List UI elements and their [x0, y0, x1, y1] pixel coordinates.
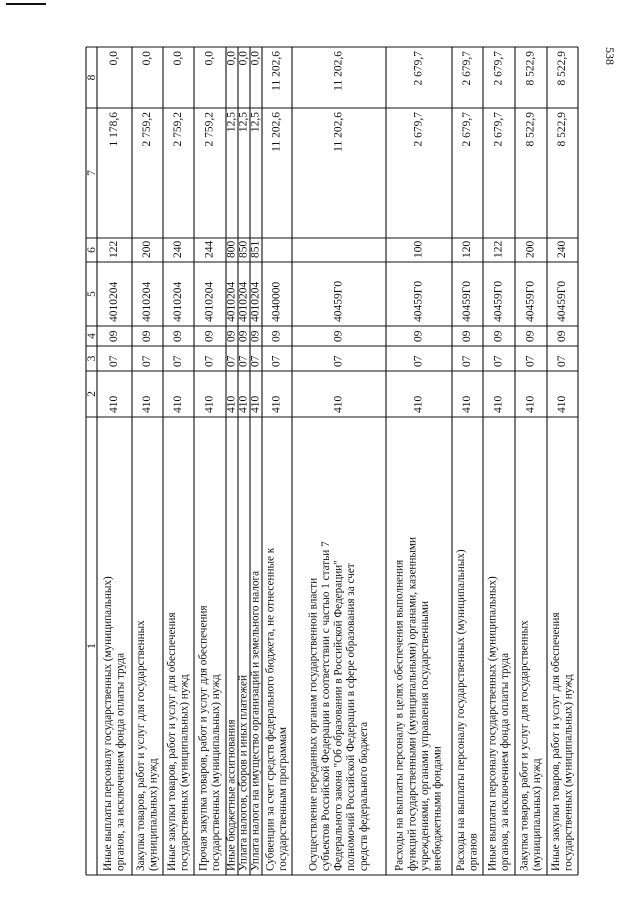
code-cell: 410	[270, 395, 283, 413]
code-cell: 09	[249, 330, 262, 342]
amount-cell: 2 759,2	[172, 112, 185, 147]
column-header: 6	[86, 247, 99, 253]
row-label: Расходы на выплаты персоналу в целях обеспечения выполнения	[393, 559, 406, 871]
code-cell: 410	[249, 395, 262, 413]
amount-cell: 2 759,2	[141, 112, 154, 147]
code-cell: 40459Г0	[556, 280, 569, 322]
row-label: органов	[467, 833, 480, 871]
code-cell: 40459Г0	[524, 280, 537, 322]
code-cell: 07	[141, 355, 154, 367]
code-cell: 410	[141, 395, 154, 413]
row-label: Иные выплаты персоналу государственных (муниципальных)	[486, 576, 499, 871]
row-label: функций государственными (муниципальными) органами, казенными	[406, 537, 419, 871]
code-cell: 09	[524, 330, 537, 342]
amount-cell: 0,0	[225, 51, 238, 66]
row-label: Осуществление переданных органам государственной власти	[307, 577, 320, 871]
code-cell: 244	[203, 240, 216, 258]
code-cell: 4010204	[141, 281, 154, 322]
code-cell: 07	[332, 355, 345, 367]
row-label: Иные выплаты персоналу государственных (муниципальных)	[101, 576, 114, 871]
code-cell: 240	[172, 240, 185, 258]
code-cell: 09	[461, 330, 474, 342]
row-label: государственных (муниципальных) нужд	[178, 674, 191, 871]
code-cell: 410	[203, 395, 216, 413]
code-cell: 09	[225, 330, 238, 342]
code-cell: 4040000	[270, 281, 283, 322]
code-cell: 410	[332, 395, 345, 413]
column-header: 5	[86, 291, 99, 297]
column-header: 3	[86, 355, 99, 362]
column-header: 1	[86, 643, 99, 649]
code-cell: 09	[141, 330, 154, 342]
column-header: 8	[86, 74, 99, 81]
amount-cell: 11 202,6	[332, 112, 345, 152]
code-cell: 4010204	[225, 281, 238, 322]
row-label: государственным программам	[276, 727, 289, 871]
column-header: 2	[86, 391, 99, 397]
row-label: Расходы на выплаты персоналу государственных (муниципальных)	[454, 549, 467, 871]
code-cell: 4010204	[203, 281, 216, 322]
amount-cell: 11 202,6	[270, 112, 283, 152]
code-cell: 800	[225, 240, 238, 258]
amount-cell: 0,0	[108, 51, 121, 66]
row-label: субъектов Российской Федерации в соответствии с частью 1 статьи 7	[319, 541, 332, 871]
row-label: Уплата налога на имущество организаций и земельного налога	[249, 570, 262, 871]
row-label: органов, за исключением фонда оплаты труда	[114, 652, 127, 871]
amount-cell: 2 679,7	[492, 112, 505, 147]
code-cell: 09	[492, 330, 505, 342]
amount-cell: 12,5	[225, 112, 238, 133]
row-label: полномочий Российской Федерации в сфере образования за счет	[345, 563, 358, 871]
code-cell: 122	[108, 240, 121, 258]
code-cell: 07	[249, 355, 262, 367]
row-label: Иные закупки товаров, работ и услуг для обеспечения	[549, 612, 562, 871]
code-cell: 4010204	[249, 281, 262, 322]
amount-cell: 2 679,7	[412, 112, 425, 147]
row-label: государственных (муниципальных) нужд	[209, 674, 222, 871]
column-header: 7	[86, 170, 99, 176]
amount-cell: 8 522,9	[524, 112, 537, 147]
amount-cell: 12,5	[237, 112, 250, 133]
code-cell: 4010204	[108, 281, 121, 322]
code-cell: 410	[412, 395, 425, 413]
code-cell: 07	[108, 355, 121, 367]
code-cell: 40459Г0	[461, 280, 474, 322]
code-cell: 09	[412, 330, 425, 342]
code-cell: 40459Г0	[332, 280, 345, 322]
amount-cell: 11 202,6	[270, 51, 283, 91]
amount-cell: 0,0	[237, 51, 250, 66]
code-cell: 122	[492, 240, 505, 258]
code-cell: 410	[108, 395, 121, 413]
amount-cell: 2 679,7	[492, 51, 505, 86]
row-label: Субвенции за счет средств федерального бюджета, не отнесенные к	[264, 547, 277, 871]
code-cell: 410	[556, 395, 569, 413]
amount-cell: 8 522,9	[556, 51, 569, 86]
code-cell: 07	[412, 355, 425, 367]
code-cell: 07	[203, 355, 216, 367]
page-number: 538	[603, 47, 617, 65]
code-cell: 40459Г0	[492, 280, 505, 322]
code-cell: 410	[237, 395, 250, 413]
row-label: учреждениями, органами управления государственными	[418, 601, 431, 871]
code-cell: 07	[524, 355, 537, 367]
row-label: Прочая закупка товаров, работ и услуг для обеспечения	[197, 605, 210, 871]
code-cell: 100	[412, 240, 425, 258]
column-header: 4	[86, 333, 99, 339]
code-cell: 40459Г0	[412, 280, 425, 322]
amount-cell: 2 679,7	[461, 51, 474, 86]
code-cell: 07	[270, 355, 283, 367]
amount-cell: 0,0	[141, 51, 154, 66]
code-cell: 09	[108, 330, 121, 342]
code-cell: 410	[492, 395, 505, 413]
code-cell: 09	[556, 330, 569, 342]
code-cell: 09	[270, 330, 283, 342]
amount-cell: 2 759,2	[203, 112, 216, 147]
row-label: Закупка товаров, работ и услуг для государственных	[518, 620, 531, 871]
code-cell: 07	[225, 355, 238, 367]
code-cell: 410	[524, 395, 537, 413]
code-cell: 07	[492, 355, 505, 367]
code-cell: 09	[332, 330, 345, 342]
amount-cell: 11 202,6	[332, 51, 345, 91]
row-label: внебюджетными фондами	[431, 746, 444, 871]
code-cell: 120	[461, 240, 474, 258]
row-label: органов, за исключением фонда оплаты труда	[498, 652, 511, 871]
code-cell: 851	[249, 240, 262, 258]
amount-cell: 12,5	[249, 112, 262, 133]
row-label: Уплата налогов, сборов и иных платежей	[237, 675, 250, 871]
amount-cell: 1 178,6	[108, 112, 121, 147]
code-cell: 850	[237, 240, 250, 258]
code-cell: 07	[237, 355, 250, 367]
row-label: Закупка товаров, работ и услуг для государственных	[134, 620, 147, 871]
row-label: (муниципальных) нужд	[530, 758, 543, 871]
budget-table	[86, 47, 578, 875]
amount-cell: 8 522,9	[556, 112, 569, 147]
amount-cell: 0,0	[249, 51, 262, 66]
code-cell: 09	[203, 330, 216, 342]
row-label: государственных (муниципальных) нужд	[562, 674, 575, 871]
row-label: (муниципальных) нужд	[147, 758, 160, 871]
code-cell: 410	[172, 395, 185, 413]
row-label: Иные бюджетные ассигнования	[225, 719, 238, 871]
code-cell: 07	[172, 355, 185, 367]
row-label: Иные закупки товаров, работ и услуг для обеспечения	[165, 612, 178, 871]
row-label: средств федерального бюджета	[357, 721, 370, 871]
code-cell: 07	[461, 355, 474, 367]
code-cell: 4010204	[237, 281, 250, 322]
amount-cell: 0,0	[172, 51, 185, 66]
amount-cell: 0,0	[203, 51, 216, 66]
code-cell: 4010204	[172, 281, 185, 322]
code-cell: 09	[172, 330, 185, 342]
amount-cell: 8 522,9	[524, 51, 537, 86]
code-cell: 200	[524, 240, 537, 258]
row-label: Федерального закона "Об образовании в Российской Федерации"	[332, 560, 345, 871]
code-cell: 07	[556, 355, 569, 367]
amount-cell: 2 679,7	[461, 112, 474, 147]
code-cell: 200	[141, 240, 154, 258]
code-cell: 240	[556, 240, 569, 258]
code-cell: 410	[461, 395, 474, 413]
code-cell: 09	[237, 330, 250, 342]
code-cell: 410	[225, 395, 238, 413]
amount-cell: 2 679,7	[412, 51, 425, 86]
